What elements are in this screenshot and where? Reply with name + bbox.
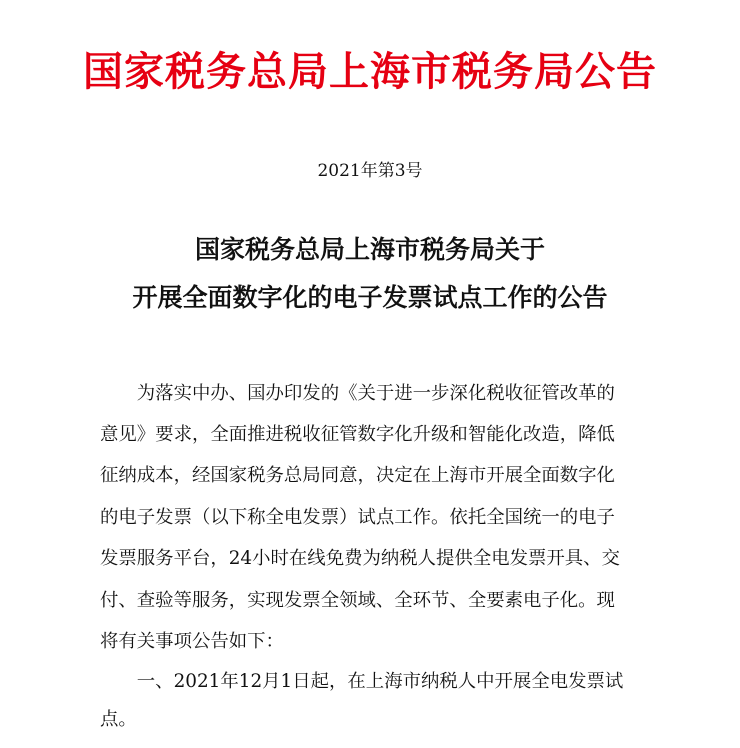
notice-title-line-2: 开展全面数字化的电子发票试点工作的公告 bbox=[132, 283, 608, 312]
notice-title-line-1: 国家税务总局上海市税务局关于 bbox=[194, 235, 545, 264]
document-number: 2021年第3号 bbox=[317, 161, 423, 181]
body-line: 的电子发票（以下称全电发票）试点工作。依托全国统一的电子 bbox=[100, 507, 615, 528]
announcement-header-title: 国家税务总局上海市税务局公告 bbox=[83, 48, 657, 95]
body-line: 付、查验等服务，实现发票全领域、全环节、全要素电子化。现 bbox=[100, 590, 615, 611]
body-line: 发票服务平台，24小时在线免费为纳税人提供全电发票开具、交 bbox=[100, 548, 620, 569]
body-line: 点。 bbox=[100, 709, 137, 730]
body-line: 征纳成本，经国家税务总局同意，决定在上海市开展全面数字化 bbox=[100, 465, 615, 486]
body-line: 将有关事项公告如下： bbox=[100, 631, 284, 652]
body-line: 意见》要求，全面推进税收征管数字化升级和智能化改造，降低 bbox=[100, 424, 615, 445]
body-line: 一、2021年12月1日起，在上海市纳税人中开展全电发票试 bbox=[100, 671, 624, 692]
body-line: 为落实中办、国办印发的《关于进一步深化税收征管改革的 bbox=[100, 383, 615, 404]
